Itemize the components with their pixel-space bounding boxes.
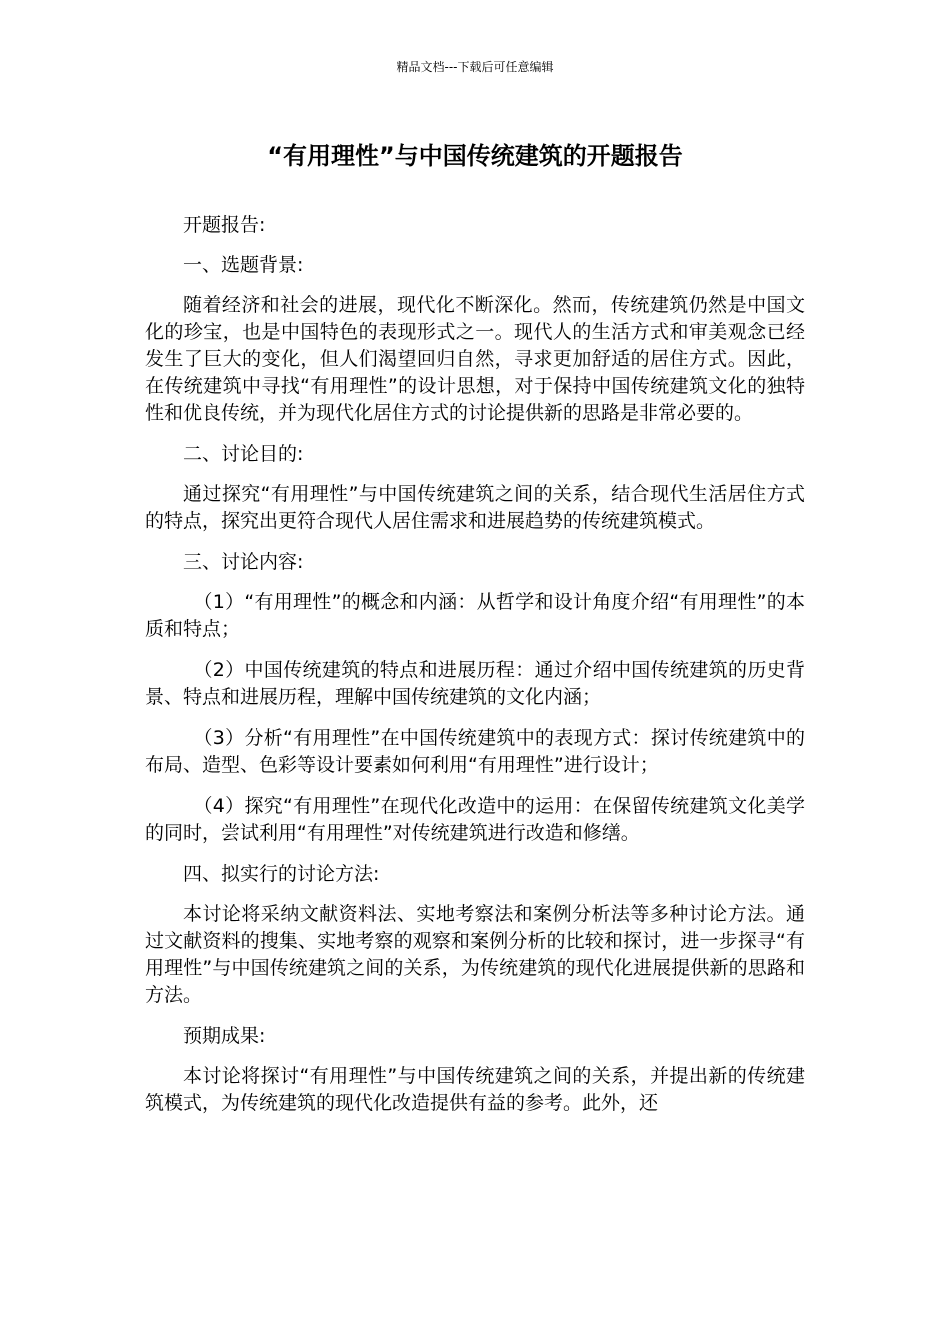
content-item-1: （1）“有用理性”的概念和内涵：从哲学和设计角度介绍“有用理性”的本质和特点；	[145, 591, 805, 640]
document-title: “有用理性”与中国传统建筑的开题报告	[267, 142, 683, 170]
content-item-3: （3）分析“有用理性”在中国传统建筑中的表现方式：探讨传统建筑中的布局、造型、色彩等设计要素如何利用“有用理性”进行设计；	[145, 727, 805, 776]
purpose-paragraph: 通过探究“有用理性”与中国传统建筑之间的关系，结合现代生活居住方式的特点，探究出更符合现代人居住需求和进展趋势的传统建筑模式。	[145, 483, 805, 532]
background-paragraph: 随着经济和社会的进展，现代化不断深化。然而，传统建筑仍然是中国文化的珍宝，也是中国特色的表现形式之一。现代人的生活方式和审美观念已经发生了巨大的变化，但人们渴望回归自然，寻求更加舒适的居住方式。因此，在传统建筑中寻找“有用理性”的设计思想，对于保持中国传统建筑文化的独特性和优良传统，并为现代化居住方式的讨论提供新的思路是非常必要的。	[145, 294, 805, 424]
background-heading: 一、选题背景:	[183, 254, 304, 276]
outcome-paragraph: 本讨论将探讨“有用理性”与中国传统建筑之间的关系，并提出新的传统建筑模式，为传统建筑的现代化改造提供有益的参考。此外，还	[145, 1065, 805, 1114]
page-header-note: 精品文档---下载后可任意编辑	[396, 60, 554, 74]
content-item-4: （4）探究“有用理性”在现代化改造中的运用：在保留传统建筑文化美学的同时，尝试利用“有用理性”对传统建筑进行改造和修缮。	[145, 795, 805, 844]
intro-label: 开题报告:	[183, 214, 266, 236]
method-heading: 四、拟实行的讨论方法:	[183, 863, 380, 885]
outcome-heading: 预期成果:	[183, 1025, 266, 1047]
content-item-2: （2）中国传统建筑的特点和进展历程：通过介绍中国传统建筑的历史背景、特点和进展历程，理解中国传统建筑的文化内涵；	[145, 659, 805, 708]
content-heading: 三、讨论内容:	[183, 551, 304, 573]
document-body	[145, 212, 805, 1131]
method-paragraph: 本讨论将采纳文献资料法、实地考察法和案例分析法等多种讨论方法。通过文献资料的搜集、实地考察的观察和案例分析的比较和探讨，进一步探寻“有用理性”与中国传统建筑之间的关系，为传统建筑的现代化进展提供新的思路和方法。	[145, 903, 805, 1006]
purpose-heading: 二、讨论目的:	[183, 443, 304, 465]
